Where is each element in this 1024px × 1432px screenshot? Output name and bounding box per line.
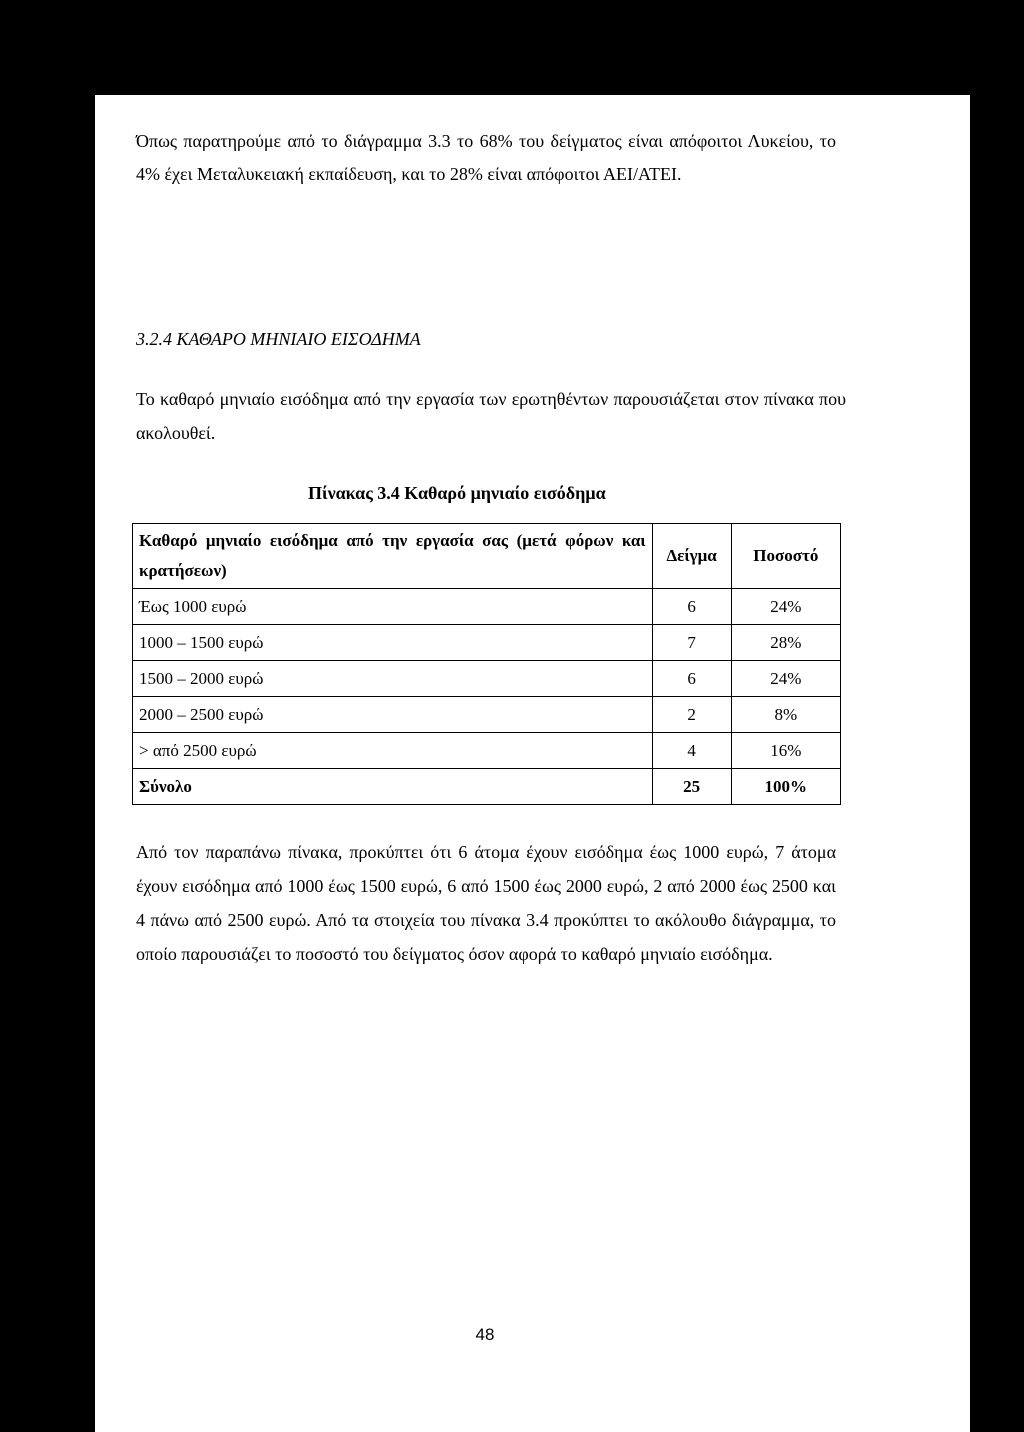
row-percentage: 24% [731, 661, 840, 697]
table-caption: Πίνακας 3.4 Καθαρό μηνιαίο εισόδημα [308, 483, 606, 503]
intro-paragraph: Όπως παρατηρούμε από το διάγραμμα 3.3 το 68% του δείγματος είναι απόφοιτοι Λυκείου, το 4% έχει Μεταλυκειακή εκπαίδευση, και το 28% είναι απόφοιτοι ΑΕΙ/ΑΤΕΙ. [136, 131, 836, 184]
row-sample: 6 [652, 661, 731, 697]
row-label: Έως 1000 ευρώ [133, 589, 653, 625]
document-page [95, 95, 970, 1432]
row-label: > από 2500 ευρώ [133, 733, 653, 769]
row-percentage: 24% [731, 589, 840, 625]
section-heading: 3.2.4 ΚΑΘΑΡΟ ΜΗΝΙΑΙΟ ΕΙΣΟΔΗΜΑ [136, 329, 421, 349]
row-sample: 4 [652, 733, 731, 769]
total-percentage: 100% [731, 769, 840, 805]
row-percentage: 16% [731, 733, 840, 769]
analysis-paragraph: Από τον παραπάνω πίνακα, προκύπτει ότι 6 άτομα έχουν εισόδημα έως 1000 ευρώ, 7 άτομα έχουν εισόδημα από 1000 έως 1500 ευρώ, 6 από 1500 έως 2000 ευρώ, 2 από 2000 έως 2500 και 4 πάνω από 2500 ευρώ. Από τα στοιχεία του πίνακα 3.4 προκύπτει το ακόλουθο διάγραμμα, το οποίο παρουσιάζει το ποσοστό του δείγματος όσον αφορά το καθαρό μηνιαίο εισόδημα. [136, 842, 836, 964]
header-sample: Δείγμα [652, 524, 731, 589]
total-label: Σύνολο [133, 769, 653, 805]
row-label: 2000 – 2500 ευρώ [133, 697, 653, 733]
row-percentage: 8% [731, 697, 840, 733]
header-income-range: Καθαρό μηνιαίο εισόδημα από την εργασία σας (μετά φόρων και κρατήσεων) [133, 524, 653, 589]
row-label: 1000 – 1500 ευρώ [133, 625, 653, 661]
table-row [133, 733, 841, 769]
row-percentage: 28% [731, 625, 840, 661]
table-row [133, 697, 841, 733]
row-sample: 2 [652, 697, 731, 733]
section-paragraph: Το καθαρό μηνιαίο εισόδημα από την εργασία των ερωτηθέντων παρουσιάζεται στον πίνακα που ακολουθεί. [136, 389, 846, 443]
table-row [133, 625, 841, 661]
table-row [133, 661, 841, 697]
row-sample: 6 [652, 589, 731, 625]
table-header-row [133, 524, 841, 589]
total-sample: 25 [652, 769, 731, 805]
row-label: 1500 – 2000 ευρώ [133, 661, 653, 697]
table-row [133, 589, 841, 625]
table-total-row [133, 769, 841, 805]
income-table [132, 523, 841, 805]
row-sample: 7 [652, 625, 731, 661]
page-number: 48 [475, 1325, 495, 1344]
header-percentage: Ποσοστό [731, 524, 840, 589]
